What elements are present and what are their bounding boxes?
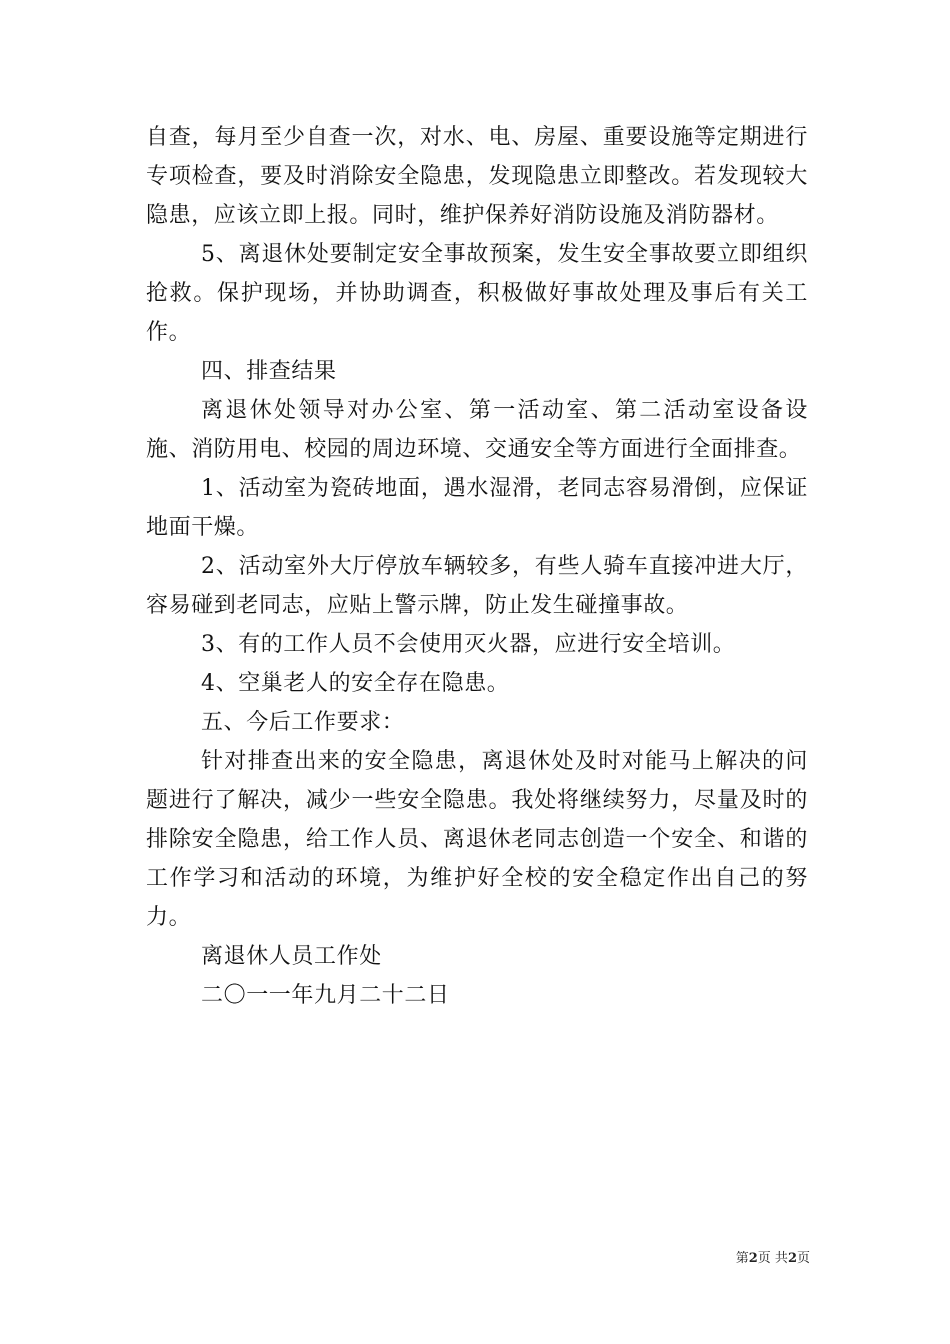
paragraph-result-2: 2、活动室外大厅停放车辆较多，有些人骑车直接冲进大厅，容易碰到老同志，应贴上警示牌，防止发生碰撞事故。 <box>146 554 808 618</box>
current-page-number: 2 <box>748 1251 758 1266</box>
footer-suffix: 页 <box>796 1251 810 1266</box>
document-body <box>146 118 808 1015</box>
paragraph-inspection-overview: 离退休处领导对办公室、第一活动室、第二活动室设备设施、消防用电、校园的周边环境、交通安全等方面进行全面排查。 <box>146 398 808 462</box>
signature-department: 离退休人员工作处 <box>201 944 382 969</box>
paragraph-future-work: 针对排查出来的安全隐患，离退休处及时对能马上解决的问题进行了解决，减少一些安全隐患。我处将继续努力，尽量及时的排除安全隐患，给工作人员、离退休老同志创造一个安全、和谐的工作学习和活动的环境，为维护好全校的安全稳定作出自己的努力。 <box>146 749 808 930</box>
signature-date: 二〇一一年九月二十二日 <box>201 983 450 1008</box>
paragraph-result-1: 1、活动室为瓷砖地面，遇水湿滑，老同志容易滑倒，应保证地面干燥。 <box>146 476 808 540</box>
paragraph-result-3: 3、有的工作人员不会使用灭火器，应进行安全培训。 <box>201 632 736 657</box>
paragraph-self-inspection: 自查，每月至少自查一次，对水、电、房屋、重要设施等定期进行专项检查，要及时消除安全隐患，发现隐患立即整改。若发现较大隐患，应该立即上报。同时，维护保养好消防设施及消防器材。 <box>146 125 808 228</box>
section-heading-future-requirements: 五、今后工作要求： <box>201 710 405 735</box>
paragraph-item-5-emergency-plan: 5、离退休处要制定安全事故预案，发生安全事故要立即组织抢救。保护现场，并协助调查，积极做好事故处理及事后有关工作。 <box>146 242 808 345</box>
total-page-number: 2 <box>787 1251 797 1266</box>
section-heading-inspection-results: 四、排查结果 <box>201 359 337 384</box>
footer-middle: 页 共 <box>757 1251 788 1266</box>
page-number-footer <box>700 1247 810 1266</box>
footer-prefix: 第 <box>735 1251 749 1266</box>
paragraph-result-4: 4、空巢老人的安全存在隐患。 <box>201 671 510 696</box>
